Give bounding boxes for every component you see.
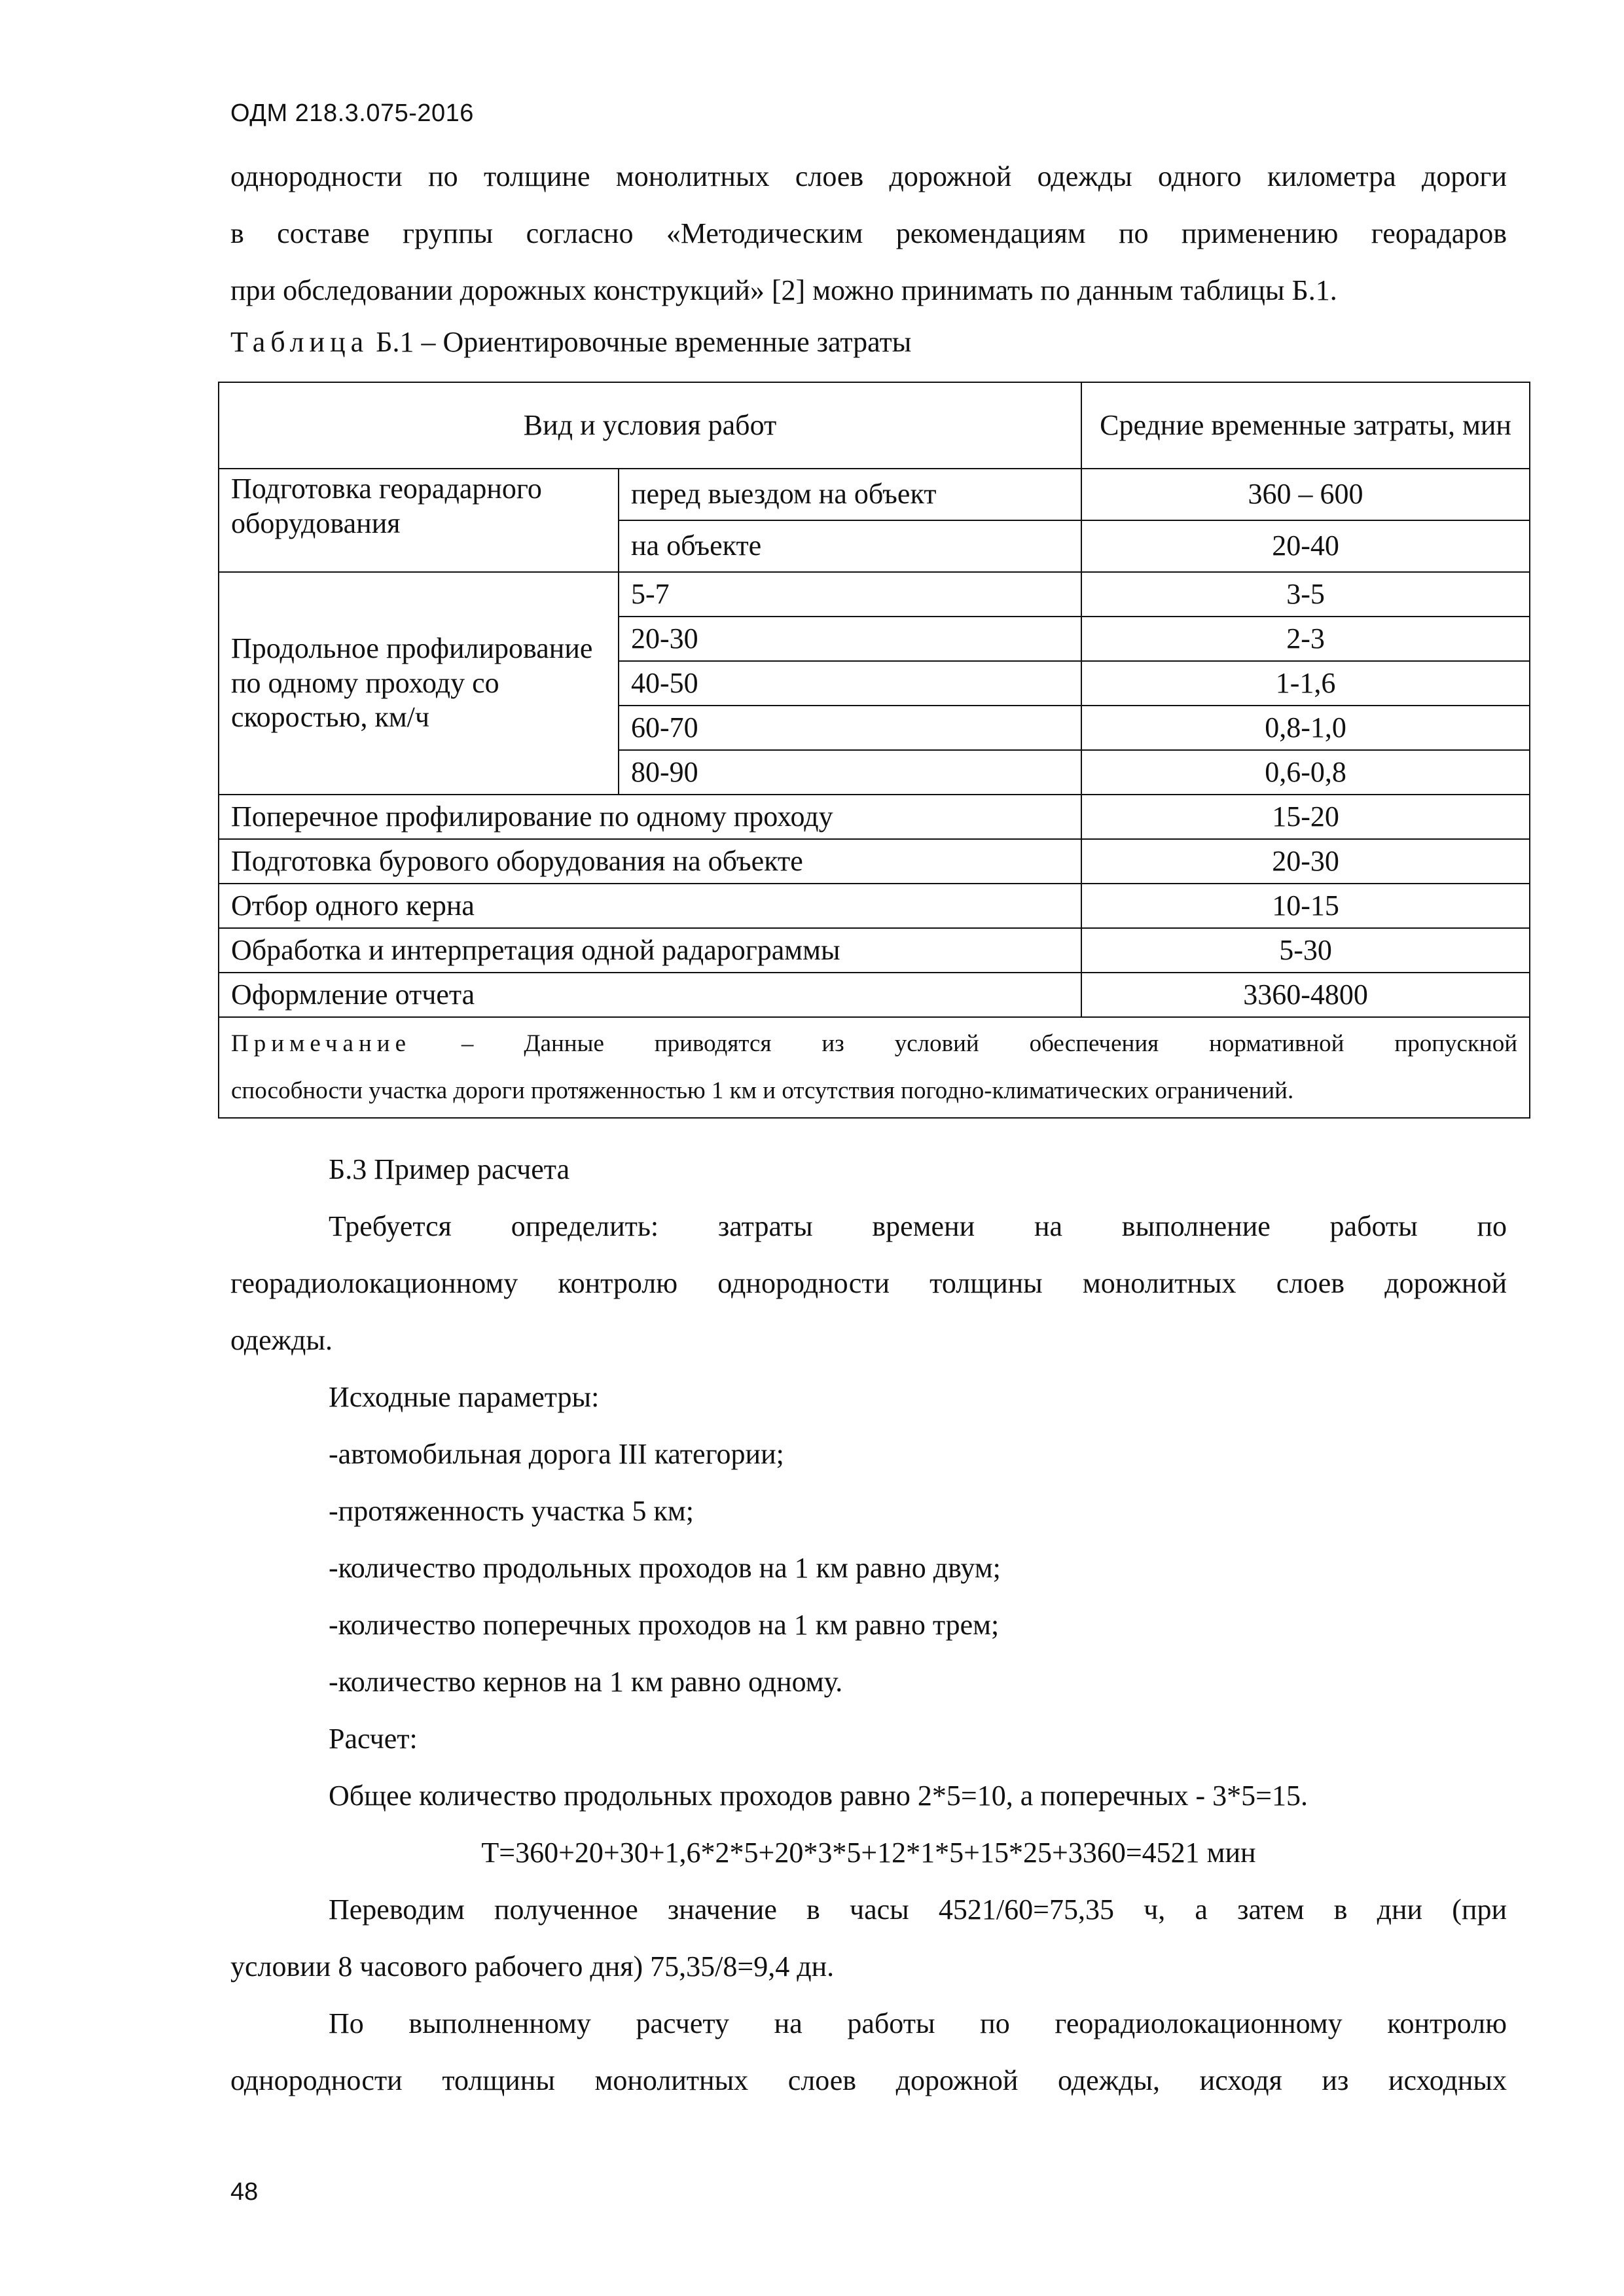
table-row	[219, 469, 1530, 520]
page-number: 48	[230, 2178, 259, 2206]
document-header: ОДМ 218.3.075-2016	[230, 99, 474, 127]
note-line: способности участка дороги протяженностью 1 км и отсутствия погодно-климатических ограничений.	[231, 1077, 1294, 1104]
time-cell: 3-5	[1081, 572, 1530, 617]
prep-condition: на объекте	[619, 520, 1081, 572]
table-row	[219, 839, 1530, 884]
time-cell: 10-15	[1081, 884, 1530, 928]
param-item: -протяженность участка 5 км;	[329, 1495, 694, 1527]
example-section	[230, 1141, 1507, 2109]
table-caption	[230, 323, 911, 362]
prep-condition: перед выездом на объект	[619, 469, 1081, 520]
final-line: однородности толщины монолитных слоев дорожной одежды, исходя из исходных	[230, 2064, 1507, 2096]
table-caption-text: Б.1 – Ориентировочные временные затраты	[369, 326, 912, 358]
param-item: -автомобильная дорога III категории;	[329, 1438, 784, 1470]
speed-cell: 40-50	[619, 661, 1081, 706]
speed-cell: 80-90	[619, 750, 1081, 795]
time-costs-table	[218, 382, 1530, 1119]
time-cell: 2-3	[1081, 617, 1530, 661]
convert-line: условии 8 часового рабочего дня) 75,35/8=9,4 дн.	[230, 1950, 835, 1982]
group-longitudinal-profiling: Продольное профилирование по одному проходу со скоростью, км/ч	[219, 572, 619, 795]
col-header-work: Вид и условия работ	[219, 382, 1081, 469]
work-cell: Отбор одного керна	[219, 884, 1081, 928]
table-note-row	[219, 1017, 1530, 1118]
final-line: По выполненному расчету на работы по георадиолокационному контролю	[329, 2007, 1507, 2039]
table-header-row	[219, 382, 1530, 469]
convert-line: Переводим полученное значение в часы 4521/60=75,35 ч, а затем в дни (при	[329, 1893, 1507, 1926]
note-text: – Данные приводятся из условий обеспечения нормативной пропускной	[411, 1030, 1518, 1057]
params-title: Исходные параметры:	[329, 1381, 600, 1413]
calc-title: Расчет:	[329, 1723, 418, 1755]
col-header-time: Средние временные затраты, мин	[1081, 382, 1530, 469]
param-item: -количество кернов на 1 км равно одному.	[329, 1666, 843, 1698]
prep-time: 360 – 600	[1081, 469, 1530, 520]
table-row	[219, 795, 1530, 839]
task-line: Требуется определить: затраты времени на выполнение работы по	[329, 1210, 1507, 1242]
note-label: Примечание	[231, 1030, 411, 1057]
speed-cell: 20-30	[619, 617, 1081, 661]
time-cell: 15-20	[1081, 795, 1530, 839]
time-cell: 20-30	[1081, 839, 1530, 884]
table-row	[219, 928, 1530, 973]
table-note	[219, 1017, 1530, 1118]
intro-line: при обследовании дорожных конструкций» [2] можно принимать по данным таблицы Б.1.	[230, 274, 1337, 306]
intro-paragraph	[230, 148, 1507, 319]
formula: T=360+20+30+1,6*2*5+20*3*5+12*1*5+15*25+3360=4521 мин	[481, 1837, 1256, 1869]
note-line	[231, 1020, 1517, 1067]
time-cell: 0,8-1,0	[1081, 706, 1530, 750]
param-item: -количество продольных проходов на 1 км равно двум;	[329, 1552, 1001, 1584]
table-row	[219, 884, 1530, 928]
time-cell: 5-30	[1081, 928, 1530, 973]
speed-cell: 60-70	[619, 706, 1081, 750]
speed-cell: 5-7	[619, 572, 1081, 617]
time-cell: 0,6-0,8	[1081, 750, 1530, 795]
table-row	[219, 572, 1530, 617]
group-georadar-prep: Подготовка георадарного оборудования	[219, 469, 619, 572]
work-cell: Обработка и интерпретация одной радарограммы	[219, 928, 1081, 973]
intro-line: в составе группы согласно «Методическим рекомендациям по применению георадаров	[230, 217, 1507, 249]
work-cell: Поперечное профилирование по одному проходу	[219, 795, 1081, 839]
task-line: одежды.	[230, 1324, 333, 1356]
work-cell: Оформление отчета	[219, 973, 1081, 1017]
table-row	[219, 973, 1530, 1017]
calc-line: Общее количество продольных проходов равно 2*5=10, а поперечных - 3*5=15.	[329, 1780, 1308, 1812]
table-caption-label: Таблица	[230, 326, 369, 358]
time-cell: 3360-4800	[1081, 973, 1530, 1017]
section-title: Б.3 Пример расчета	[329, 1153, 570, 1185]
time-cell: 1-1,6	[1081, 661, 1530, 706]
intro-line: однородности по толщине монолитных слоев дорожной одежды одного километра дороги	[230, 160, 1507, 192]
work-cell: Подготовка бурового оборудования на объекте	[219, 839, 1081, 884]
prep-time: 20-40	[1081, 520, 1530, 572]
task-line: георадиолокационному контролю однородности толщины монолитных слоев дорожной	[230, 1267, 1507, 1299]
param-item: -количество поперечных проходов на 1 км равно трем;	[329, 1609, 1000, 1641]
